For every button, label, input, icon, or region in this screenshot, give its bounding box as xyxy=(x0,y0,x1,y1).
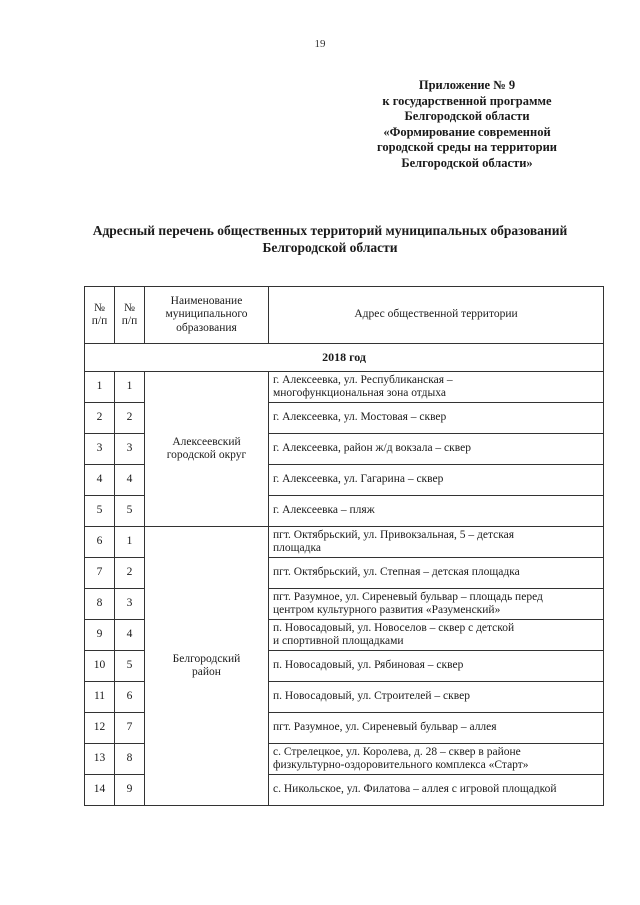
territory-address: г. Алексеевка, ул. Мостовая – сквер xyxy=(269,403,604,434)
header-num-local: № п/п xyxy=(115,287,145,344)
appendix-line: Белгородской области xyxy=(404,109,530,123)
row-number-local: 3 xyxy=(115,589,145,620)
row-number-total: 8 xyxy=(85,589,115,620)
row-number-local: 5 xyxy=(115,496,145,527)
page-number: 19 xyxy=(314,38,326,50)
appendix-line: к государственной программе xyxy=(382,93,552,108)
row-number-local: 9 xyxy=(115,775,145,806)
row-number-local: 2 xyxy=(115,558,145,589)
row-number-total: 1 xyxy=(85,372,115,403)
row-number-total: 7 xyxy=(85,558,115,589)
row-number-total: 5 xyxy=(85,496,115,527)
row-number-total: 11 xyxy=(85,682,115,713)
territories-table xyxy=(84,286,604,806)
row-number-local: 4 xyxy=(115,465,145,496)
year-row xyxy=(85,344,604,372)
territory-address: п. Новосадовый, ул. Новоселов – сквер с детской и спортивной площадками xyxy=(269,620,604,651)
row-number-local: 3 xyxy=(115,434,145,465)
territory-address: п. Новосадовый, ул. Рябиновая – сквер xyxy=(269,651,604,682)
table-row xyxy=(85,527,604,558)
row-number-local: 1 xyxy=(115,372,145,403)
row-number-local: 6 xyxy=(115,682,145,713)
year-label: 2018 год xyxy=(85,344,604,372)
municipality-name: Белгородский район xyxy=(145,527,269,806)
territory-address: п. Новосадовый, ул. Строителей – сквер xyxy=(269,682,604,713)
table-row xyxy=(85,372,604,403)
territory-address: пгт. Октябрьский, ул. Степная – детская площадка xyxy=(269,558,604,589)
title-line: Белгородской области xyxy=(262,240,398,255)
territory-address: пгт. Октябрьский, ул. Привокзальная, 5 – детская площадка xyxy=(269,527,604,558)
appendix-line: городской среды на территории xyxy=(377,140,557,154)
row-number-total: 12 xyxy=(85,713,115,744)
row-number-local: 1 xyxy=(115,527,145,558)
row-number-total: 6 xyxy=(85,527,115,558)
row-number-local: 2 xyxy=(115,403,145,434)
territory-address: г. Алексеевка – пляж xyxy=(269,496,604,527)
row-number-total: 10 xyxy=(85,651,115,682)
appendix-line: «Формирование современной xyxy=(383,124,551,139)
territory-address: г. Алексеевка, ул. Гагарина – сквер xyxy=(269,465,604,496)
territory-address: пгт. Разумное, ул. Сиреневый бульвар – площадь перед центром культурного развития «Разуменский» xyxy=(269,589,604,620)
territory-address: пгт. Разумное, ул. Сиреневый бульвар – аллея xyxy=(269,713,604,744)
row-number-total: 2 xyxy=(85,403,115,434)
territory-address: г. Алексеевка, ул. Республиканская – многофункциональная зона отдыха xyxy=(269,372,604,403)
title-line: Адресный перечень общественных территорий муниципальных образований xyxy=(92,223,568,238)
appendix-line: Приложение № 9 xyxy=(418,78,516,92)
territory-address: с. Стрелецкое, ул. Королева, д. 28 – сквер в районе физкультурно-оздоровительного комплекса «Старт» xyxy=(269,744,604,775)
row-number-local: 5 xyxy=(115,651,145,682)
header-address: Адрес общественной территории xyxy=(269,287,604,344)
row-number-total: 14 xyxy=(85,775,115,806)
table-header-row xyxy=(85,287,604,344)
row-number-total: 4 xyxy=(85,465,115,496)
row-number-local: 8 xyxy=(115,744,145,775)
header-municipality: Наименование муниципального образования xyxy=(145,287,269,344)
territory-address: г. Алексеевка, район ж/д вокзала – сквер xyxy=(269,434,604,465)
row-number-local: 7 xyxy=(115,713,145,744)
document-title xyxy=(70,222,590,256)
row-number-total: 9 xyxy=(85,620,115,651)
row-number-total: 13 xyxy=(85,744,115,775)
territory-address: с. Никольское, ул. Филатова – аллея с игровой площадкой xyxy=(269,775,604,806)
row-number-total: 3 xyxy=(85,434,115,465)
row-number-local: 4 xyxy=(115,620,145,651)
municipality-name: Алексеевский городской округ xyxy=(145,372,269,527)
appendix-line: Белгородской области» xyxy=(401,155,533,170)
header-num-total: № п/п xyxy=(85,287,115,344)
appendix-block xyxy=(352,78,582,171)
